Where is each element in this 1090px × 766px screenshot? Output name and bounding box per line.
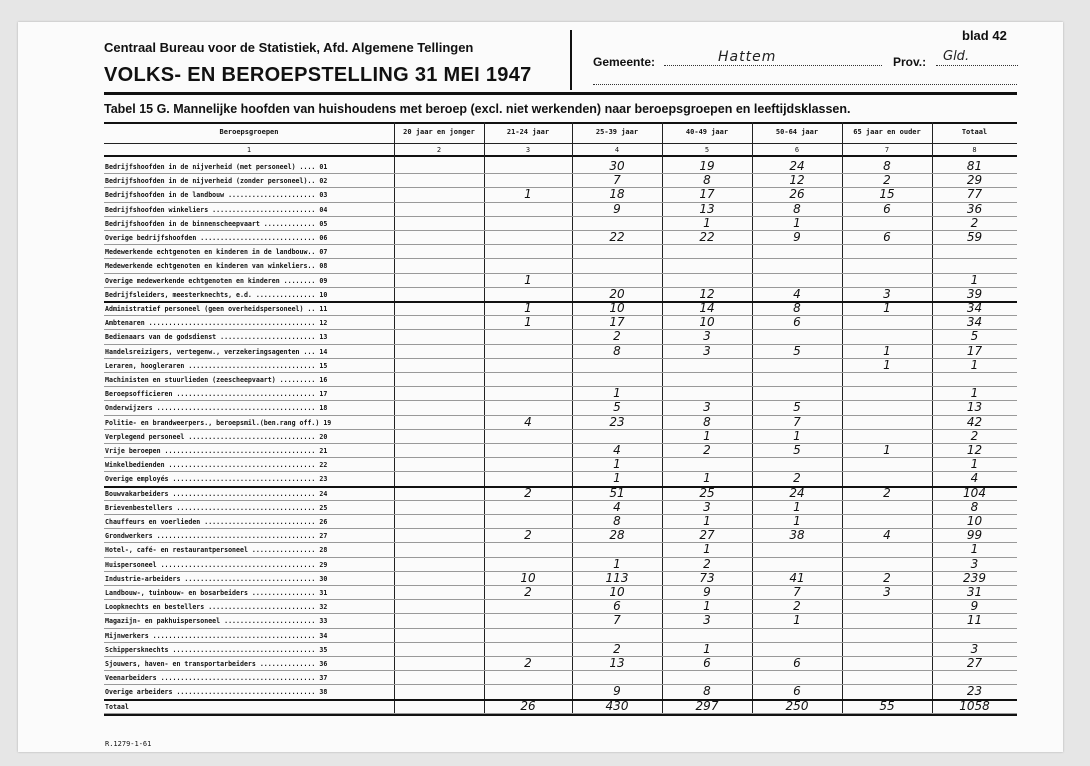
table-cell: 5 [613, 400, 621, 415]
table-cell: 9 [613, 684, 621, 699]
table-cell: 12 [699, 286, 715, 301]
table-cell: 1 [970, 357, 979, 372]
column-header: 25-39 jaar [595, 128, 639, 136]
row-label: Ambtenaren .......................................... 12 [105, 319, 328, 328]
table-cell: 81 [966, 159, 983, 173]
table-row [104, 387, 1017, 401]
table-cell: 59 [966, 230, 983, 244]
row-label: Verplegend personeel ................................ 20 [105, 432, 328, 441]
table-cell: 2 [793, 599, 801, 614]
table-cell: 239 [963, 570, 986, 585]
table-cell: 10 [520, 570, 536, 585]
table-row [104, 614, 1017, 628]
table-row [104, 259, 1017, 273]
column-header: 40-49 jaar [685, 128, 729, 136]
table-cell: 1 [793, 514, 801, 528]
table-cell: 5 [970, 329, 979, 344]
form-title: VOLKS- EN BEROEPSTELLING 31 MEI 1947 [104, 64, 532, 86]
row-label: Schippersknechts .................................... 35 [105, 645, 328, 654]
row-label: Politie- en brandweerpers., beroepsmil.(ben.rang off.) 19 [105, 418, 332, 427]
table-cell: 7 [613, 613, 621, 628]
table-row [104, 416, 1017, 430]
table-row [104, 558, 1017, 572]
table-row [104, 231, 1017, 245]
table-cell: 22 [699, 230, 715, 244]
column-number: 7 [884, 146, 890, 154]
table-row [104, 515, 1017, 529]
column-number: 3 [525, 146, 531, 154]
province-dotted-line [936, 65, 1018, 66]
table-row [104, 188, 1017, 202]
table-cell: 26 [520, 698, 536, 713]
table-cell: 39 [966, 286, 983, 301]
table-row [104, 643, 1017, 657]
table-cell: 1058 [959, 698, 990, 713]
table-cell: 23 [609, 414, 625, 429]
table-cell: 2 [524, 485, 532, 500]
table-cell: 8 [613, 343, 621, 358]
table-cell: 34 [966, 301, 983, 315]
column-header: Totaal [961, 128, 988, 136]
table-cell: 250 [785, 698, 809, 713]
column-number: 6 [794, 146, 800, 154]
table-cell: 22 [609, 230, 625, 244]
table-top-rule [104, 122, 1017, 124]
table-cell: 4 [883, 528, 891, 543]
header-number-rule [104, 143, 1017, 144]
row-label: Bedienaars van de godsdienst ........................ 13 [105, 333, 328, 342]
table-cell: 42 [966, 414, 983, 429]
table-cell: 1 [793, 613, 801, 628]
table-cell: 10 [699, 315, 715, 330]
column-header: Beroepsgroepen [219, 128, 279, 136]
table-row [104, 444, 1017, 458]
table-row [104, 472, 1017, 486]
table-cell: 17 [609, 315, 625, 330]
table-cell: 24 [789, 159, 805, 173]
table-cell: 4 [524, 414, 532, 429]
table-row [104, 245, 1017, 259]
table-cell: 3 [970, 556, 979, 571]
table-cell: 29 [966, 173, 983, 188]
table-cell: 41 [789, 570, 805, 585]
table-cell: 3 [703, 613, 711, 628]
row-label: Sjouwers, haven- en transportarbeiders .............. 36 [105, 660, 328, 668]
row-label: Totaal [105, 702, 129, 711]
table-cell: 13 [966, 400, 983, 415]
row-label: Leraren, hoogleraren ................................ 15 [105, 361, 328, 370]
table-cell: 6 [793, 315, 801, 330]
row-label: Grondwerkers ........................................ 27 [105, 532, 328, 541]
table-cell: 3 [970, 641, 979, 656]
table-row [104, 160, 1017, 174]
table-row [104, 629, 1017, 643]
table-row [104, 572, 1017, 586]
organisation-name: Centraal Bureau voor de Statistiek, Afd. Algemene Tellingen [104, 40, 474, 55]
table-cell: 12 [966, 443, 983, 457]
row-label: Vrije beroepen ...................................... 21 [105, 447, 328, 455]
table-cell: 1 [883, 357, 891, 372]
row-label: Bouwvakarbeiders .................................... 24 [105, 489, 328, 498]
table-cell: 104 [963, 485, 986, 500]
form-code: R.1279-1-61 [105, 740, 152, 748]
table-cell: 1 [703, 599, 711, 614]
table-cell: 6 [883, 230, 891, 244]
table-cell: 4 [970, 471, 979, 486]
table-cell: 8 [703, 684, 711, 699]
row-label: Handelsreizigers, vertegenw., verzekeringsagenten ... 14 [105, 347, 328, 356]
table-cell: 1 [613, 471, 621, 486]
table-cell: 8 [793, 201, 801, 216]
column-header: 65 jaar en ouder [853, 128, 921, 136]
row-label: Veenarbeiders ....................................... 37 [105, 674, 328, 683]
table-cell: 1 [883, 301, 891, 315]
row-label: Overige employés .................................... 23 [105, 475, 328, 484]
table-cell: 5 [793, 400, 801, 415]
table-cell: 9 [793, 230, 801, 244]
table-cell: 34 [966, 315, 983, 330]
table-cell: 1 [883, 343, 891, 358]
column-header: 21-24 jaar [506, 128, 550, 136]
table-cell: 1 [524, 272, 532, 287]
table-cell: 1 [613, 386, 621, 401]
table-cell: 1 [703, 514, 711, 528]
table-cell: 2 [524, 656, 532, 670]
row-label: Medewerkende echtgenoten en kinderen van winkeliers.. 08 [105, 262, 328, 271]
table-cell: 51 [609, 485, 625, 500]
table-cell: 19 [699, 159, 715, 173]
table-cell: 1 [613, 457, 621, 472]
table-cell: 1 [883, 443, 891, 457]
table-row [104, 359, 1017, 373]
province-label: Prov.: [893, 55, 927, 69]
table-cell: 1 [793, 428, 801, 443]
row-label: Winkelbedienden ..................................... 22 [105, 461, 328, 470]
table-cell: 2 [524, 585, 532, 599]
table-cell: 14 [699, 301, 715, 315]
table-cell: 113 [605, 570, 629, 585]
table-cell: 10 [609, 585, 625, 599]
header-divider [570, 30, 572, 90]
column-header: 20 jaar en jonger [403, 128, 475, 136]
table-cell: 5 [793, 443, 801, 457]
row-label: Brievenbestellers ................................... 25 [105, 503, 328, 512]
table-cell: 8 [970, 499, 979, 514]
table-cell: 31 [966, 585, 983, 599]
sheet-number: blad 42 [962, 28, 1007, 43]
table-cell: 3 [883, 286, 891, 301]
table-cell: 5 [793, 343, 801, 358]
table-cell: 7 [793, 414, 801, 429]
table-row [104, 586, 1017, 600]
table-cell: 2 [703, 556, 711, 571]
table-cell: 1 [524, 187, 532, 202]
table-row [104, 345, 1017, 359]
column-header: 50-64 jaar [775, 128, 819, 136]
table-cell: 3 [703, 499, 711, 514]
column-number: 8 [972, 146, 977, 154]
row-label: Bedrijfshoofden in de landbouw ...................... 03 [105, 191, 328, 200]
table-row [104, 288, 1017, 302]
table-bottom-rule [104, 714, 1017, 716]
table-cell: 99 [966, 528, 983, 543]
column-number: 2 [436, 146, 442, 154]
table-row [104, 401, 1017, 415]
table-row [104, 430, 1017, 444]
table-cell: 430 [605, 698, 629, 713]
table-cell: 3 [703, 400, 711, 415]
table-cell: 2 [883, 570, 891, 585]
table-row [104, 657, 1017, 671]
row-label: Bedrijfshoofden in de nijverheid (zonder personeel).. 02 [105, 177, 328, 186]
row-label: Bedrijfshoofden in de binnenscheepvaart ............. 05 [105, 219, 328, 228]
table-cell: 1 [970, 386, 979, 401]
table-cell: 1 [524, 315, 532, 330]
row-label: Overige arbeiders ................................... 38 [105, 688, 328, 697]
table-row [104, 600, 1017, 614]
table-cell: 2 [970, 215, 979, 230]
province-value: Gld. [943, 49, 970, 64]
table-cell: 1 [703, 471, 711, 486]
row-label: Bedrijfshoofden winkeliers .......................... 04 [105, 205, 328, 214]
table-cell: 26 [789, 187, 805, 202]
table-cell: 8 [703, 414, 711, 429]
table-row [104, 501, 1017, 515]
table-row [104, 487, 1017, 501]
row-label: Loopknechts en bestellers ........................... 32 [105, 603, 328, 612]
table-cell: 7 [613, 173, 621, 188]
table-cell: 18 [609, 187, 625, 202]
table-cell: 2 [613, 641, 621, 656]
table-cell: 9 [970, 599, 979, 614]
table-row [104, 543, 1017, 557]
table-cell: 4 [613, 443, 621, 457]
table-row [104, 274, 1017, 288]
table-row [104, 529, 1017, 543]
table-cell: 55 [879, 698, 895, 713]
table-cell: 3 [703, 329, 711, 344]
row-label: Administratief personeel (geen overheidspersoneel) .. 11 [105, 305, 328, 313]
table-cell: 30 [609, 159, 625, 173]
table-cell: 1 [524, 301, 532, 315]
table-row [104, 302, 1017, 316]
table-cell: 77 [966, 187, 983, 202]
table-cell: 8 [793, 301, 801, 315]
table-row [104, 203, 1017, 217]
row-label: Magazijn- en pakhuispersoneel ....................... 33 [105, 617, 328, 626]
column-number: 5 [704, 146, 710, 154]
table-cell: 73 [699, 570, 715, 585]
row-label: Machinisten en stuurlieden (zeescheepvaart) ......... 16 [105, 376, 328, 384]
row-label: Bedrijfsleiders, meesterknechts, e.d. ............... 10 [105, 290, 328, 299]
row-label: Medewerkende echtgenoten en kinderen in de landbouw.. 07 [105, 248, 328, 257]
table-row [104, 671, 1017, 685]
table-row [104, 316, 1017, 330]
table-cell: 6 [793, 684, 801, 699]
table-row [104, 373, 1017, 387]
table-cell: 27 [699, 528, 715, 543]
table-row [104, 685, 1017, 699]
dotted-line [593, 84, 1017, 85]
table-cell: 8 [883, 159, 891, 173]
table-cell: 1 [970, 272, 979, 287]
table-cell: 17 [699, 187, 715, 202]
table-row [104, 330, 1017, 344]
row-label: Hotel-, café- en restaurantpersoneel ................ 28 [105, 546, 328, 555]
table-cell: 7 [793, 585, 801, 599]
gemeente-value: Hattem [718, 49, 777, 65]
table-cell: 6 [613, 599, 621, 614]
table-cell: 10 [966, 514, 983, 528]
table-cell: 4 [613, 499, 621, 514]
table-cell: 8 [703, 173, 711, 188]
row-label: Onderwijzers ........................................ 18 [105, 404, 328, 413]
table-cell: 15 [879, 187, 895, 202]
table-cell: 2 [793, 471, 801, 486]
gemeente-dotted-line [664, 65, 882, 66]
table-cell: 8 [613, 514, 621, 528]
row-label: Chauffeurs en voerlieden ............................ 26 [105, 518, 328, 526]
table-cell: 1 [703, 428, 711, 443]
table-cell: 25 [699, 485, 715, 500]
data-table [104, 122, 1017, 742]
table-cell: 9 [703, 585, 711, 599]
table-cell: 13 [699, 201, 715, 216]
row-label: Bedrijfshoofden in de nijverheid (met personeel) .... 01 [105, 163, 328, 171]
table-cell: 9 [613, 201, 621, 216]
row-label: Industrie-arbeiders ................................. 30 [105, 574, 328, 583]
row-label: Mijnwerkers ......................................... 34 [105, 631, 328, 640]
table-cell: 3 [883, 585, 891, 599]
header-bottom-rule [104, 155, 1017, 157]
row-label: Overige bedrijfshoofden ............................. 06 [105, 234, 328, 242]
table-cell: 1 [793, 499, 801, 514]
table-cell: 12 [789, 173, 805, 188]
table-cell: 1 [793, 215, 801, 230]
table-cell: 1 [703, 542, 711, 557]
table-cell: 2 [883, 485, 891, 500]
table-cell: 24 [789, 485, 805, 500]
table-cell: 10 [609, 301, 625, 315]
table-cell: 1 [703, 215, 711, 230]
table-cell: 6 [703, 656, 711, 670]
table-cell: 3 [703, 343, 711, 358]
table-row [104, 700, 1017, 714]
table-cell: 1 [703, 641, 711, 656]
column-number: 1 [246, 146, 252, 154]
gemeente-label: Gemeente: [593, 55, 656, 69]
row-label: Huispersoneel ....................................... 29 [105, 560, 328, 569]
table-cell: 2 [613, 329, 621, 344]
table-cell: 20 [609, 286, 625, 301]
table-row [104, 458, 1017, 472]
table-cell: 2 [883, 173, 891, 188]
table-cell: 27 [966, 656, 983, 670]
table-cell: 1 [613, 556, 621, 571]
table-cell: 2 [524, 528, 532, 543]
table-cell: 11 [966, 613, 983, 628]
table-cell: 36 [966, 201, 983, 216]
column-number: 4 [614, 146, 620, 154]
row-label: Overige medewerkende echtgenoten en kinderen ........ 09 [105, 276, 328, 285]
table-cell: 23 [966, 684, 983, 699]
table-cell: 6 [883, 201, 891, 216]
table-cell: 28 [609, 528, 625, 543]
table-cell: 38 [789, 528, 805, 543]
table-cell: 1 [970, 457, 979, 472]
table-cell: 1 [970, 542, 979, 557]
table-row [104, 174, 1017, 188]
table-cell: 17 [966, 343, 983, 358]
table-cell: 2 [970, 428, 979, 443]
table-title: Tabel 15 G. Mannelijke hoofden van huishoudens met beroep (excl. niet werkenden) naar beroepsgroepen en leeftijdsklassen. [104, 102, 851, 116]
row-label: Beroepsofficieren ................................... 17 [105, 390, 328, 399]
row-label: Landbouw-, tuinbouw- en bosarbeiders ................ 31 [105, 589, 328, 597]
table-cell: 297 [695, 698, 719, 713]
table-cell: 6 [793, 656, 801, 670]
table-cell: 2 [703, 443, 711, 457]
table-cell: 13 [609, 656, 625, 670]
table-row [104, 217, 1017, 231]
table-cell: 4 [793, 286, 801, 301]
header-rule [104, 92, 1017, 95]
